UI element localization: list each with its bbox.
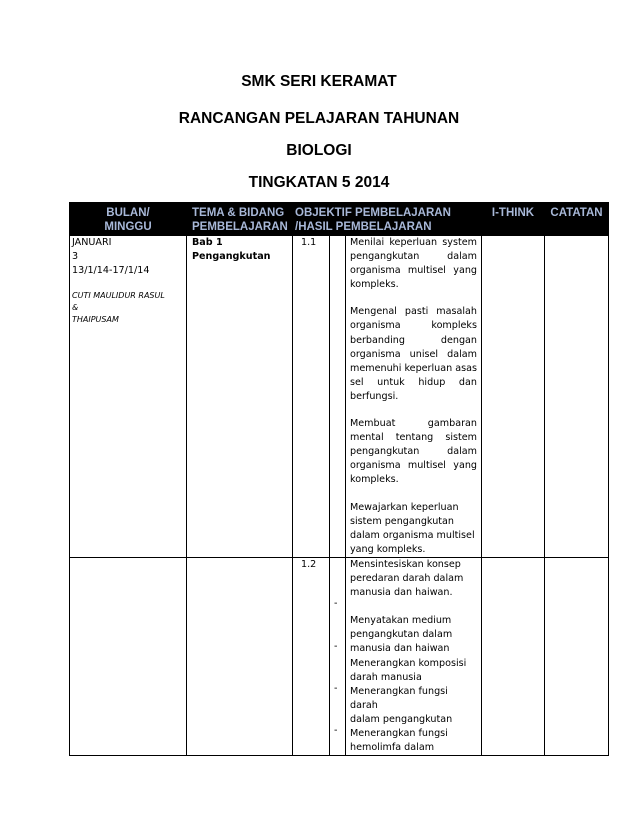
header-objektif-line1: OBJEKTIF PEMBELAJARAN (295, 207, 451, 219)
objective-text: Mengenal pasti masalah organisma kompleks berbanding dengan organisma unisel dalam memenuhi keperluan asas sel untuk hidup dan berfungsi. (350, 306, 478, 402)
header-tema-line2: PEMBELAJARAN (192, 221, 288, 233)
objective-code-cell: 1.2 (293, 557, 330, 755)
ithink-cell (482, 557, 545, 755)
yearly-plan-table (69, 202, 609, 756)
catatan-cell (545, 236, 609, 558)
table-row (70, 557, 609, 755)
objective-text: Membuat gambaran mental tentang sistem pengangkutan dalam organisma multisel yang kompleks. (350, 418, 477, 486)
table-header-row (70, 203, 609, 236)
objective-code-cell: 1.1 (293, 236, 330, 558)
objective-spacer (350, 600, 477, 614)
objectives-cell (346, 557, 482, 755)
objective-line: Menyatakan medium (350, 615, 452, 627)
holiday-note-line1: CUTI MAULIDUR RASUL (72, 291, 165, 301)
subject-title: BIOLOGI (286, 142, 352, 159)
month-text: JANUARI (72, 237, 112, 248)
objective-line: darah manusia (350, 671, 422, 683)
chapter-number: Bab 1 (192, 237, 223, 248)
dates-text: 13/1/14-17/1/14 (72, 265, 150, 277)
objective-line: Menerangkan komposisi (350, 657, 467, 669)
catatan-cell (545, 557, 609, 755)
tema-cell (187, 236, 293, 558)
objective-marker-cell (330, 236, 346, 558)
objective-marker-cell (330, 557, 346, 755)
objective-line: manusia dan haiwan (350, 643, 450, 655)
header-objektif-line2: /HASIL PEMBELAJARAN (295, 221, 432, 233)
ithink-cell (482, 236, 545, 558)
plan-title: RANCANGAN PELAJARAN TAHUNAN (178, 110, 460, 127)
form-title: TINGKATAN 5 2014 (248, 174, 390, 191)
header-bulan-line1: BULAN/ (106, 207, 150, 219)
holiday-note-line3: THAIPUSAM (72, 315, 119, 325)
objective-line: hemolimfa dalam (350, 742, 435, 754)
header-catatan: CATATAN (545, 203, 609, 236)
objective-line: dalam pengangkutan (350, 713, 453, 725)
table-row (70, 236, 609, 558)
bulan-cell (70, 557, 187, 755)
bullet-dash: - (334, 724, 338, 736)
header-bulan-line2: MINGGU (104, 221, 152, 233)
week-text: 3 (72, 251, 79, 263)
objective-line: Menerangkan fungsi darah (350, 685, 448, 711)
header-objektif (293, 203, 482, 236)
header-bulan (70, 203, 187, 236)
objectives-cell (346, 236, 482, 558)
objective-line: Menerangkan fungsi (350, 728, 448, 739)
tema-cell (187, 557, 293, 755)
bullet-dash: - (334, 682, 338, 694)
header-tema-line1: TEMA & BIDANG (192, 207, 285, 219)
bulan-cell (70, 236, 187, 558)
bullet-dash: - (334, 640, 338, 652)
objective-line: peredaran darah dalam (350, 572, 464, 584)
bullet-dash: - (334, 597, 338, 609)
objective-text: Menilai keperluan system pengangkutan dalam organisma multisel yang kompleks. (350, 237, 477, 291)
objective-line: pengangkutan dalam (350, 629, 453, 641)
header-ithink: I-THINK (482, 203, 545, 236)
school-name: SMK SERI KERAMAT (241, 73, 397, 90)
chapter-title: Pengangkutan (192, 251, 271, 263)
holiday-note-line2: & (72, 303, 79, 313)
objective-line: Mensintesiskan konsep (350, 558, 461, 570)
objective-line: manusia dan haiwan. (350, 587, 453, 599)
header-tema (187, 203, 293, 236)
objective-text: Mewajarkan keperluan sistem pengangkutan dalam organisma multisel yang kompleks. (350, 501, 475, 555)
